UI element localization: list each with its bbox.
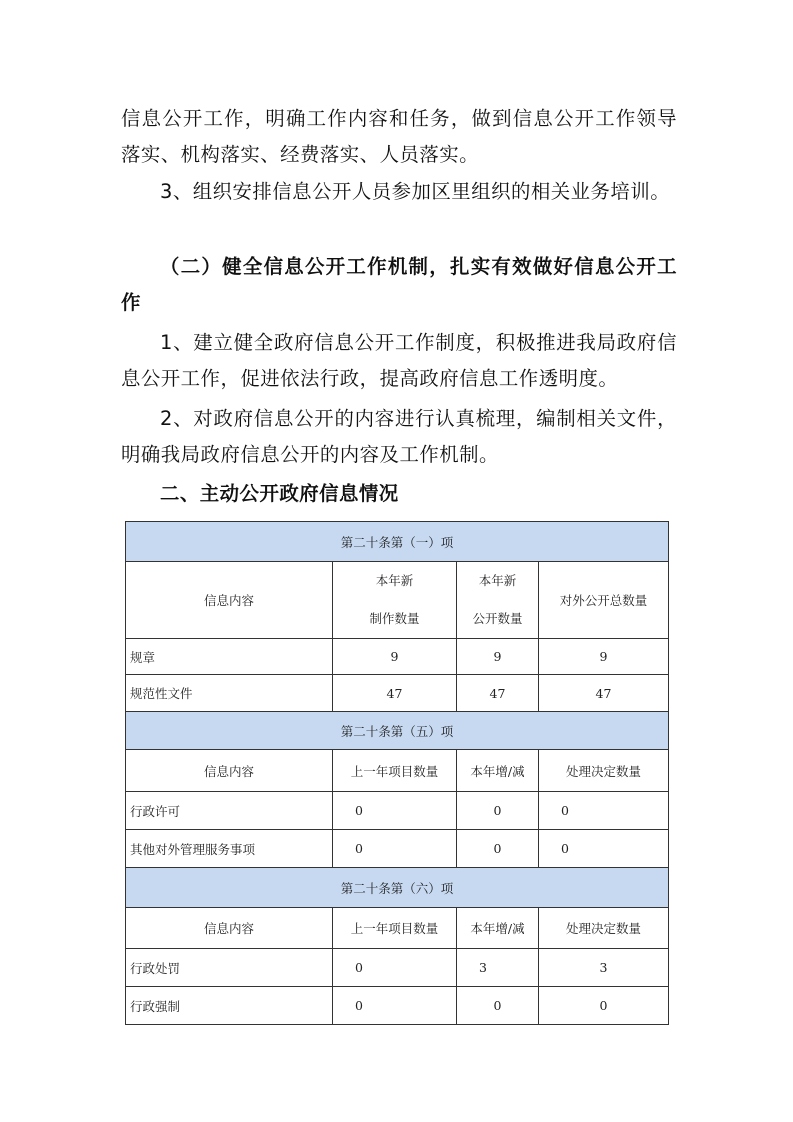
header-cell: 处理决定数量 [539,750,669,792]
row-label: 行政强制 [126,987,333,1025]
section-header-row [126,712,669,750]
table-row [126,639,669,675]
table-cell: 9 [457,639,539,675]
table-row [126,987,669,1025]
row-label: 规章 [126,639,333,675]
row-label: 行政处罚 [126,949,333,987]
table-cell: 47 [333,675,457,712]
table-cell: 0 [457,987,539,1025]
section-heading-disclosure: 二、主动公开政府信息情况 [160,482,399,505]
table-cell: 47 [539,675,669,712]
paragraph-system: 1、建立健全政府信息公开工作制度，积极推进我局政府信息公开工作，促进依法行政，提高政府信息工作透明度。 [121,331,677,390]
table-row [126,792,669,830]
row-label: 其他对外管理服务事项 [126,830,333,868]
section-title: 第二十条第（五）项 [126,712,669,750]
paragraph-training: 3、组织安排信息公开人员参加区里组织的相关业务培训。 [160,180,671,203]
section-header-row [126,868,669,908]
table-cell: 9 [539,639,669,675]
header-cell: 上一年项目数量 [333,908,457,949]
table-header-row [126,908,669,949]
paragraph-continuation: 信息公开工作，明确工作内容和任务，做到信息公开工作领导落实、机构落实、经费落实、人员落实。 [121,107,677,166]
table-cell: 3 [539,949,669,987]
table-row [126,949,669,987]
header-cell [457,562,539,639]
header-line: 制作数量 [369,611,420,626]
table-row [126,675,669,712]
header-cell: 本年增/减 [457,750,539,792]
disclosure-table [125,521,669,1025]
table-header-row [126,750,669,792]
table-row [126,830,669,868]
table-cell: 0 [333,949,457,987]
row-label: 行政许可 [126,792,333,830]
table-cell: 9 [333,639,457,675]
header-cell: 信息内容 [126,908,333,949]
section-title: 第二十条第（一）项 [126,522,669,562]
header-cell: 信息内容 [126,750,333,792]
section-header-row [126,522,669,562]
section-heading-mechanism: （二）健全信息公开工作机制，扎实有效做好信息公开工作 [121,255,677,314]
table-cell: 0 [333,830,457,868]
table-cell: 0 [457,830,539,868]
header-cell: 本年增/减 [457,908,539,949]
table-cell: 0 [539,830,669,868]
header-line: 公开数量 [472,611,523,626]
section-title: 第二十条第（六）项 [126,868,669,908]
header-cell: 信息内容 [126,562,333,639]
table-header-row [126,562,669,639]
table-cell: 0 [333,987,457,1025]
table-cell: 3 [457,949,539,987]
header-line: 本年新 [478,573,517,588]
table-cell: 0 [457,792,539,830]
header-cell: 对外公开总数量 [539,562,669,639]
header-cell [333,562,457,639]
header-line: 本年新 [375,573,414,588]
table-cell: 0 [539,792,669,830]
table-cell: 0 [333,792,457,830]
header-cell: 上一年项目数量 [333,750,457,792]
table-cell: 0 [539,987,669,1025]
row-label: 规范性文件 [126,675,333,712]
header-cell: 处理决定数量 [539,908,669,949]
table-cell: 47 [457,675,539,712]
paragraph-review: 2、对政府信息公开的内容进行认真梳理，编制相关文件，明确我局政府信息公开的内容及工作机制。 [121,407,677,466]
